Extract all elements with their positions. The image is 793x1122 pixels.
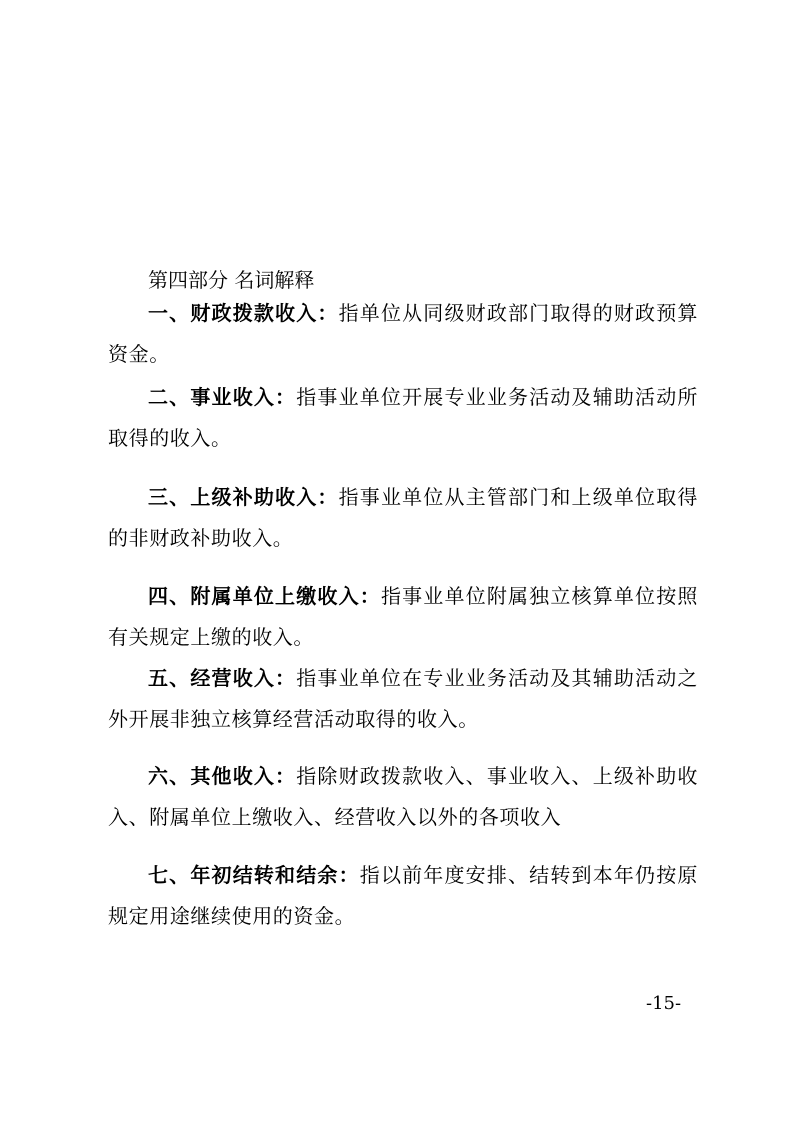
definition-entry-1 xyxy=(108,293,698,375)
definition-entry-2 xyxy=(108,377,698,459)
definition-entry-5 xyxy=(108,658,698,740)
definition-term: 二、事业收入： xyxy=(148,385,297,409)
definition-term: 五、经营收入： xyxy=(148,666,297,690)
definition-text: 指以前年度安排、结转到本年仍按原规定用途继续使用的资金。 xyxy=(108,863,698,928)
definition-term: 六、其他收入： xyxy=(148,764,297,788)
section-title: 第四部分 名词解释 xyxy=(148,268,315,292)
page-number: -15- xyxy=(646,993,682,1014)
definition-text: 指事业单位附属独立核算单位按照有关规定上缴的收入。 xyxy=(108,584,698,649)
definition-term: 三、上级补助收入： xyxy=(148,485,339,509)
definition-entry-4 xyxy=(108,576,698,658)
definition-term: 四、附属单位上缴收入： xyxy=(148,584,381,608)
definition-text: 指除财政拨款收入、事业收入、上级补助收入、附属单位上缴收入、经营收入以外的各项收入 xyxy=(108,764,698,829)
definition-term: 一、财政拨款收入： xyxy=(148,301,339,325)
definition-text: 指事业单位在专业业务活动及其辅助活动之外开展非独立核算经营活动取得的收入。 xyxy=(108,666,698,731)
definition-text: 指事业单位开展专业业务活动及辅助活动所取得的收入。 xyxy=(108,385,698,450)
definition-entry-3 xyxy=(108,477,698,559)
definition-entry-7 xyxy=(108,855,698,937)
definition-text: 指事业单位从主管部门和上级单位取得的非财政补助收入。 xyxy=(108,485,699,550)
definition-entry-6 xyxy=(108,756,698,838)
definition-text: 指单位从同级财政部门取得的财政预算资金。 xyxy=(108,301,699,366)
definition-term: 七、年初结转和结余： xyxy=(148,863,360,887)
